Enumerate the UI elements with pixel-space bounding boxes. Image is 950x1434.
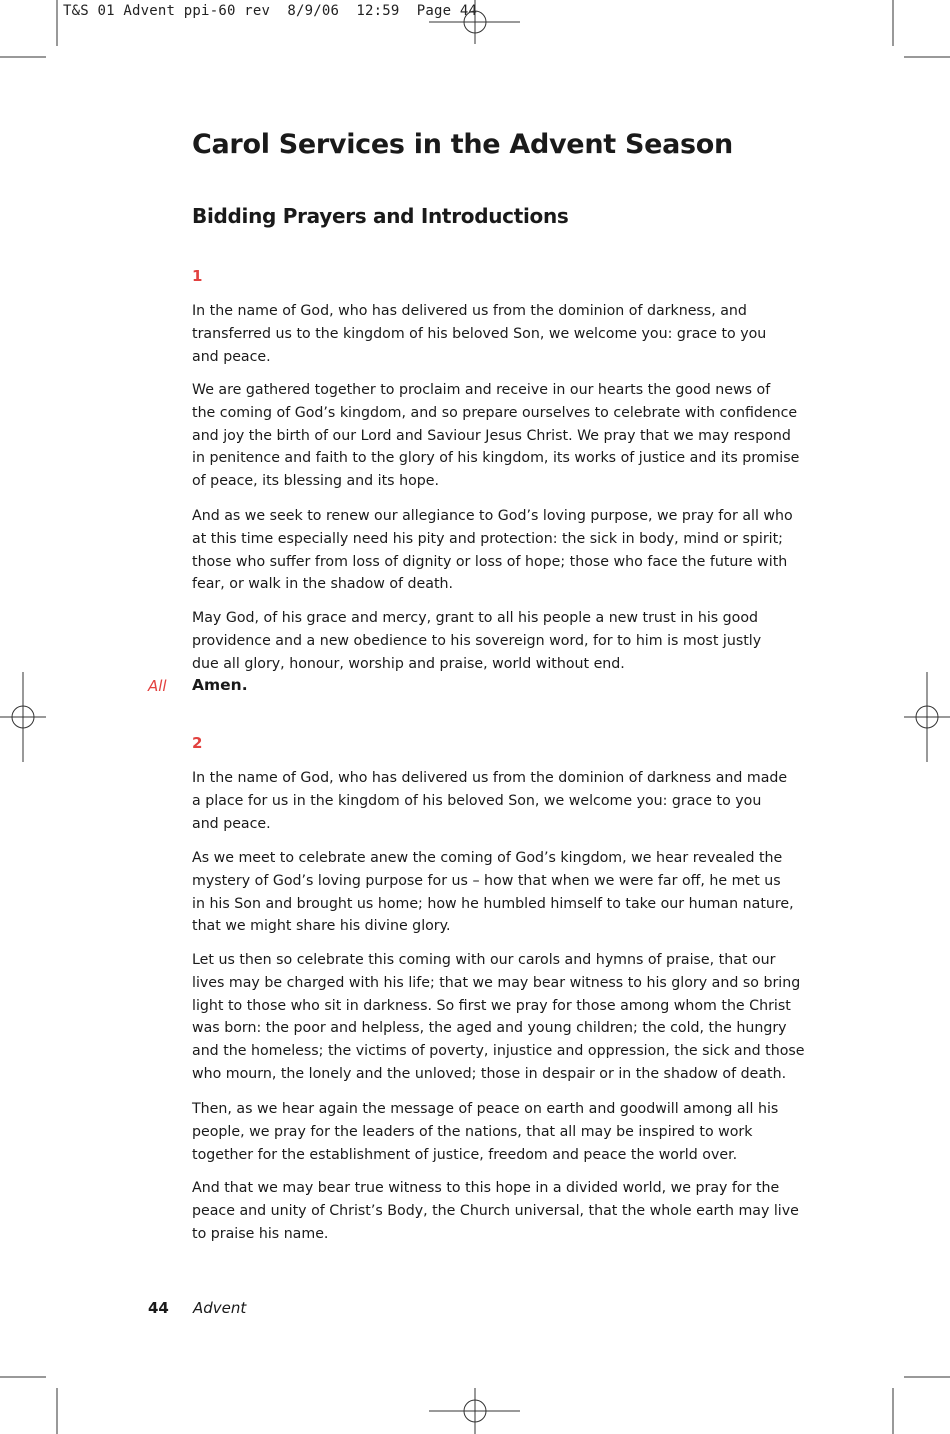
paragraph: Let us then so celebrate this coming with our carols and hymns of praise, that our lives may be charged with his life; that we may bear witness to his glory and so bring light to those who sit in darkness. So first we pray for those among whom the Christ was born: the poor and helpless, the aged and young children; the cold, the hungry and the homeless; the victims of poverty, injustice and oppression, the sick and those who mourn, the lonely and the unloved; those in despair or in the shadow of death. — [192, 952, 805, 1082]
print-slug-line: T&S 01 Advent ppi-60 rev 8/9/06 12:59 Page 44 — [63, 3, 478, 19]
section-subtitle: Bidding Prayers and Introductions — [192, 204, 569, 228]
section-number-2: 2 — [192, 734, 203, 752]
paragraph: Then, as we hear again the message of peace on earth and goodwill among all his people, we pray for the leaders of the nations, that all may be inspired to work together for the establishment of justice, freedom and peace the world over. — [192, 1101, 779, 1163]
running-footer-section: Advent — [193, 1299, 247, 1317]
registration-mark-bottom — [429, 1388, 520, 1434]
registration-mark-top — [429, 0, 520, 44]
section-number-1: 1 — [192, 267, 203, 285]
paragraph: As we meet to celebrate anew the coming of God’s kingdom, we hear revealed the mystery of God’s loving purpose for us – how that when we were far off, he met us in his Son and brought us home; how he humbled himself to take our human nature, that we might share his divine glory. — [192, 850, 794, 935]
response-text: Amen. — [192, 676, 248, 694]
paragraph: And that we may bear true witness to this hope in a divided world, we pray for the peace and unity of Christ’s Body, the Church universal, that the whole earth may live to praise his name. — [192, 1180, 799, 1242]
registration-mark-left — [0, 672, 46, 762]
registration-mark-right — [904, 672, 950, 762]
paragraph: We are gathered together to proclaim and receive in our hearts the good news of the coming of God’s kingdom, and so prepare ourselves to celebrate with confidence and joy the birth of our Lord and Saviour Jesus Christ. We pray that we may respond in penitence and faith to the glory of his kingdom, its works of justice and its promise of peace, its blessing and its hope. — [192, 382, 800, 490]
page-title: Carol Services in the Advent Season — [192, 129, 733, 160]
page-number: 44 — [148, 1299, 169, 1317]
response-label: All — [148, 677, 167, 695]
paragraph: In the name of God, who has delivered us from the dominion of darkness, and transferred us to the kingdom of his beloved Son, we welcome you: grace to you and peace. — [192, 303, 767, 365]
paragraph: May God, of his grace and mercy, grant to all his people a new trust in his good providence and a new obedience to his sovereign word, for to him is most justly due all glory, honour, worship and praise, world without end. — [192, 610, 762, 672]
paragraph: And as we seek to renew our allegiance to God’s loving purpose, we pray for all who at this time especially need his pity and protection: the sick in body, mind or spirit; those who suffer from loss of dignity or loss of hope; those who face the future with fear, or walk in the shadow of death. — [192, 508, 793, 593]
paragraph: In the name of God, who has delivered us from the dominion of darkness and made a place for us in the kingdom of his beloved Son, we welcome you: grace to you and peace. — [192, 770, 788, 832]
